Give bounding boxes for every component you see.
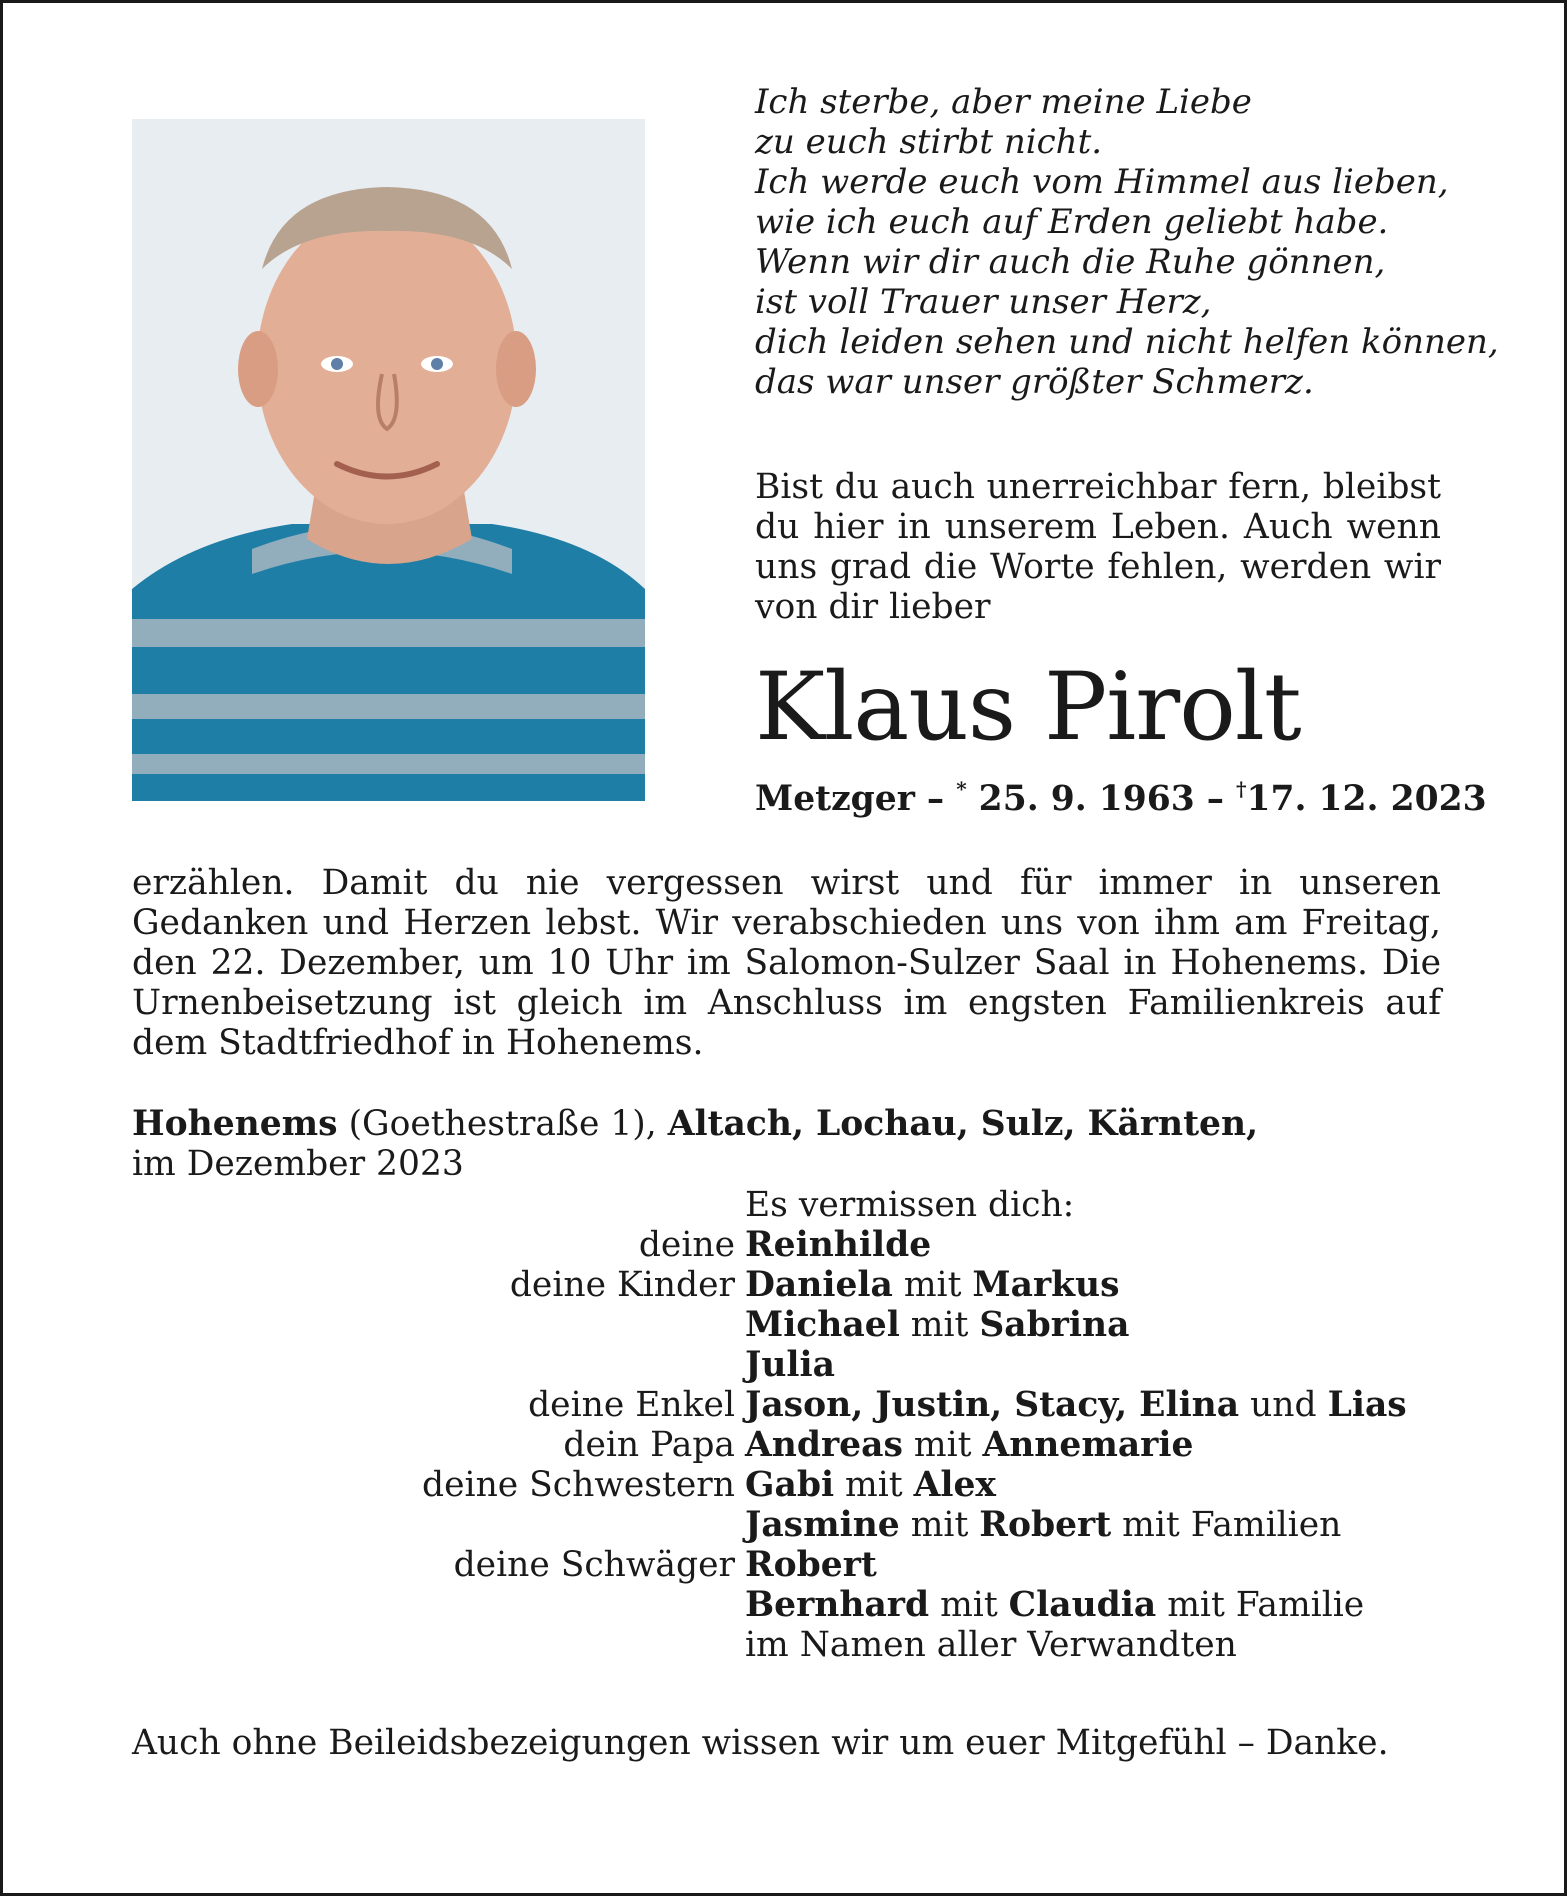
deceased-dates xyxy=(755,767,1487,821)
family-member-text: mit xyxy=(834,1465,914,1505)
family-heading-row xyxy=(132,1185,1441,1225)
poem-line: zu euch stirbt nicht. xyxy=(755,122,1103,162)
birth-symbol: * xyxy=(956,777,967,801)
family-member-text: Lias xyxy=(1327,1385,1407,1425)
family-relation: deine Schwestern xyxy=(422,1465,735,1505)
family-member-text: Alex xyxy=(913,1465,996,1505)
family-member-text: mit xyxy=(902,1425,983,1465)
family-members xyxy=(745,1225,1441,1265)
family-member-text: Julia xyxy=(745,1345,835,1385)
family-member-text: Reinhilde xyxy=(745,1225,932,1265)
portrait-illustration xyxy=(132,119,645,801)
family-member-text: Sabrina xyxy=(979,1305,1130,1345)
family-member-text: Bernhard xyxy=(745,1585,930,1625)
family-member-text: Annemarie xyxy=(982,1425,1194,1465)
family-members xyxy=(745,1585,1441,1625)
poem-line: wie ich euch auf Erden geliebt habe. xyxy=(755,202,1389,242)
funeral-details: erzählen. Damit du nie vergessen wirst und für immer in unseren Gedanken und Herzen lebst. Wir verabschieden uns von ihm am Freitag, den 22. Dezember, um 10 Uhr im Salomon-Sulzer Saal in Hohenems. Die Urnenbeisetzung ist gleich im Anschluss im engsten Familienkreis auf dem Stadtfriedhof in Hohenems. xyxy=(132,863,1441,1063)
deceased-name: Klaus Pirolt xyxy=(755,653,1301,762)
family-row xyxy=(132,1225,1441,1265)
family-row xyxy=(132,1585,1441,1625)
poem-line: das war unser größter Schmerz. xyxy=(755,362,1314,402)
family-row xyxy=(132,1625,1441,1665)
location-places: Altach, Lochau, Sulz, Kärnten, xyxy=(667,1104,1259,1144)
family-members xyxy=(745,1305,1441,1345)
family-members xyxy=(745,1545,1441,1585)
family-member-text: Robert xyxy=(745,1545,877,1585)
family-relation: deine Schwäger xyxy=(453,1545,735,1585)
family-row xyxy=(132,1265,1441,1305)
family-member-text: Markus xyxy=(972,1265,1120,1305)
death-symbol: † xyxy=(1236,777,1247,801)
family-member-text: Gabi xyxy=(745,1465,835,1505)
family-member-text: mit xyxy=(899,1505,980,1545)
family-row xyxy=(132,1465,1441,1505)
location-town: Hohenems xyxy=(132,1104,338,1144)
family-relation: deine Enkel xyxy=(528,1385,735,1425)
family-relation xyxy=(132,1345,745,1385)
family-members xyxy=(745,1465,1441,1505)
family-heading: Es vermissen dich: xyxy=(745,1185,1075,1225)
family-row xyxy=(132,1385,1441,1425)
family-member-text: und xyxy=(1239,1385,1328,1425)
location-block xyxy=(132,1104,1441,1184)
family-row xyxy=(132,1545,1441,1585)
family-member-text: Daniela xyxy=(745,1265,893,1305)
death-date: 17. 12. 2023 xyxy=(1246,779,1487,819)
family-relation xyxy=(132,1585,745,1625)
poem xyxy=(755,82,1499,402)
family-relation: deine xyxy=(638,1225,735,1265)
poem-line: Wenn wir dir auch die Ruhe gönnen, xyxy=(755,242,1386,282)
location-address: (Goethestraße 1), xyxy=(337,1104,668,1144)
family-members xyxy=(745,1345,1441,1385)
family-row xyxy=(132,1305,1441,1345)
family-row xyxy=(132,1505,1441,1545)
family-relation: dein Papa xyxy=(563,1425,735,1465)
separator: – xyxy=(1194,779,1237,819)
family-row xyxy=(132,1345,1441,1385)
profession: Metzger xyxy=(755,779,915,819)
family-members xyxy=(745,1425,1441,1465)
family-members xyxy=(745,1505,1441,1545)
family-member-text: mit Familie xyxy=(1156,1585,1365,1625)
closing-line: Auch ohne Beileidsbezeigungen wissen wir um euer Mitgefühl – Danke. xyxy=(132,1723,1389,1763)
family-members xyxy=(745,1625,1441,1665)
family-list xyxy=(132,1185,1441,1665)
separator: – xyxy=(914,779,957,819)
portrait-photo xyxy=(132,119,645,801)
family-member-text: Robert xyxy=(979,1505,1112,1545)
family-member-text: mit xyxy=(892,1265,973,1305)
intro-paragraph: Bist du auch unerreichbar fern, bleibst du hier in unserem Leben. Auch wenn uns grad die Worte fehlen, werden wir von dir lieber xyxy=(755,467,1441,627)
poem-line: ist voll Trauer unser Herz, xyxy=(755,282,1212,322)
family-member-text: Claudia xyxy=(1008,1585,1157,1625)
family-members xyxy=(745,1265,1441,1305)
family-member-text: im Namen aller Verwandten xyxy=(745,1625,1237,1665)
family-relation xyxy=(132,1305,745,1345)
family-member-text: Jason, Justin, Stacy, Elina xyxy=(745,1385,1240,1425)
family-member-text: mit Familien xyxy=(1111,1505,1342,1545)
poem-line: Ich werde euch vom Himmel aus lieben, xyxy=(755,162,1449,202)
family-relation xyxy=(132,1505,745,1545)
poem-line: Ich sterbe, aber meine Liebe xyxy=(755,82,1252,122)
poem-line: dich leiden sehen und nicht helfen können, xyxy=(755,322,1499,362)
family-member-text: mit xyxy=(899,1305,980,1345)
birth-date: 25. 9. 1963 xyxy=(966,779,1195,819)
family-row xyxy=(132,1425,1441,1465)
family-relation: deine Kinder xyxy=(509,1265,735,1305)
family-member-text: Jasmine xyxy=(745,1505,900,1545)
family-member-text: Michael xyxy=(745,1305,900,1345)
location-date: im Dezember 2023 xyxy=(132,1144,464,1184)
family-relation xyxy=(132,1625,745,1665)
family-member-text: Andreas xyxy=(745,1425,903,1465)
family-member-text: mit xyxy=(929,1585,1009,1625)
family-members xyxy=(745,1385,1441,1425)
